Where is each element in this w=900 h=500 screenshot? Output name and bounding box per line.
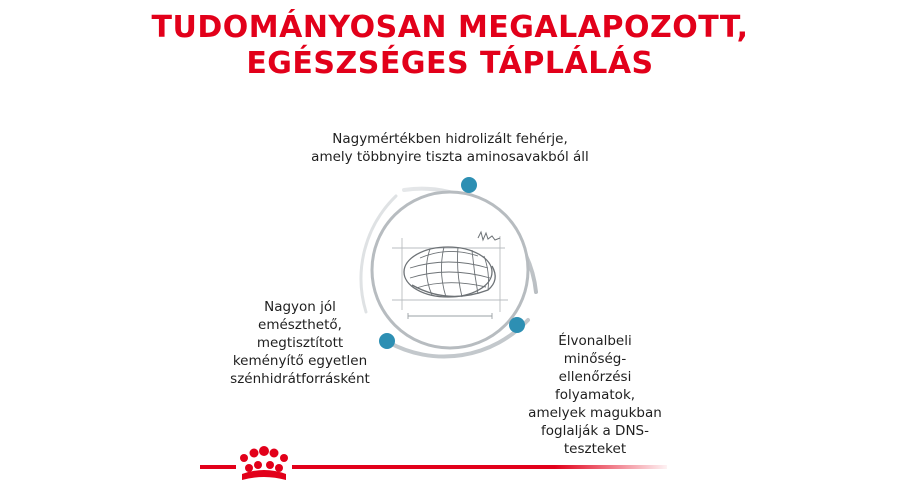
feature-quality-line: ellenőrzési bbox=[558, 369, 632, 385]
royal-crown-logo bbox=[240, 446, 288, 480]
feature-carbohydrate-line: emészthető, bbox=[258, 317, 342, 333]
brand-line-left bbox=[200, 465, 236, 469]
feature-quality-line: foglalják a DNS- bbox=[541, 423, 649, 439]
headline-line-2: EGÉSZSÉGES TÁPLÁLÁS bbox=[246, 46, 654, 81]
feature-quality-line: folyamatok, bbox=[554, 387, 636, 403]
feature-carbohydrate-line: keményítő egyetlen bbox=[232, 353, 368, 369]
feature-carbohydrate bbox=[200, 298, 400, 388]
feature-quality-line: teszteket bbox=[563, 441, 627, 457]
feature-protein-line: Nagymértékben hidrolizált fehérje, bbox=[332, 131, 568, 147]
footer-brand-bar bbox=[0, 446, 900, 486]
feature-quality-line: minőség- bbox=[563, 351, 627, 367]
feature-quality bbox=[505, 332, 685, 458]
feature-carbohydrate-line: Nagyon jól bbox=[264, 299, 336, 315]
feature-dot-top bbox=[461, 177, 477, 193]
feature-protein-line: amely többnyire tiszta aminosavakból áll bbox=[311, 149, 589, 165]
feature-dot-right bbox=[509, 317, 525, 333]
brand-line-right bbox=[292, 465, 667, 469]
headline-line-1: TUDOMÁNYOSAN MEGALAPOZOTT, bbox=[151, 10, 749, 45]
feature-carbohydrate-line: megtisztított bbox=[256, 335, 344, 351]
feature-quality-line: Élvonalbeli bbox=[558, 333, 632, 349]
feature-protein bbox=[290, 130, 610, 166]
feature-carbohydrate-line: szénhidrátforrásként bbox=[230, 371, 370, 387]
feature-quality-line: amelyek magukban bbox=[528, 405, 662, 421]
